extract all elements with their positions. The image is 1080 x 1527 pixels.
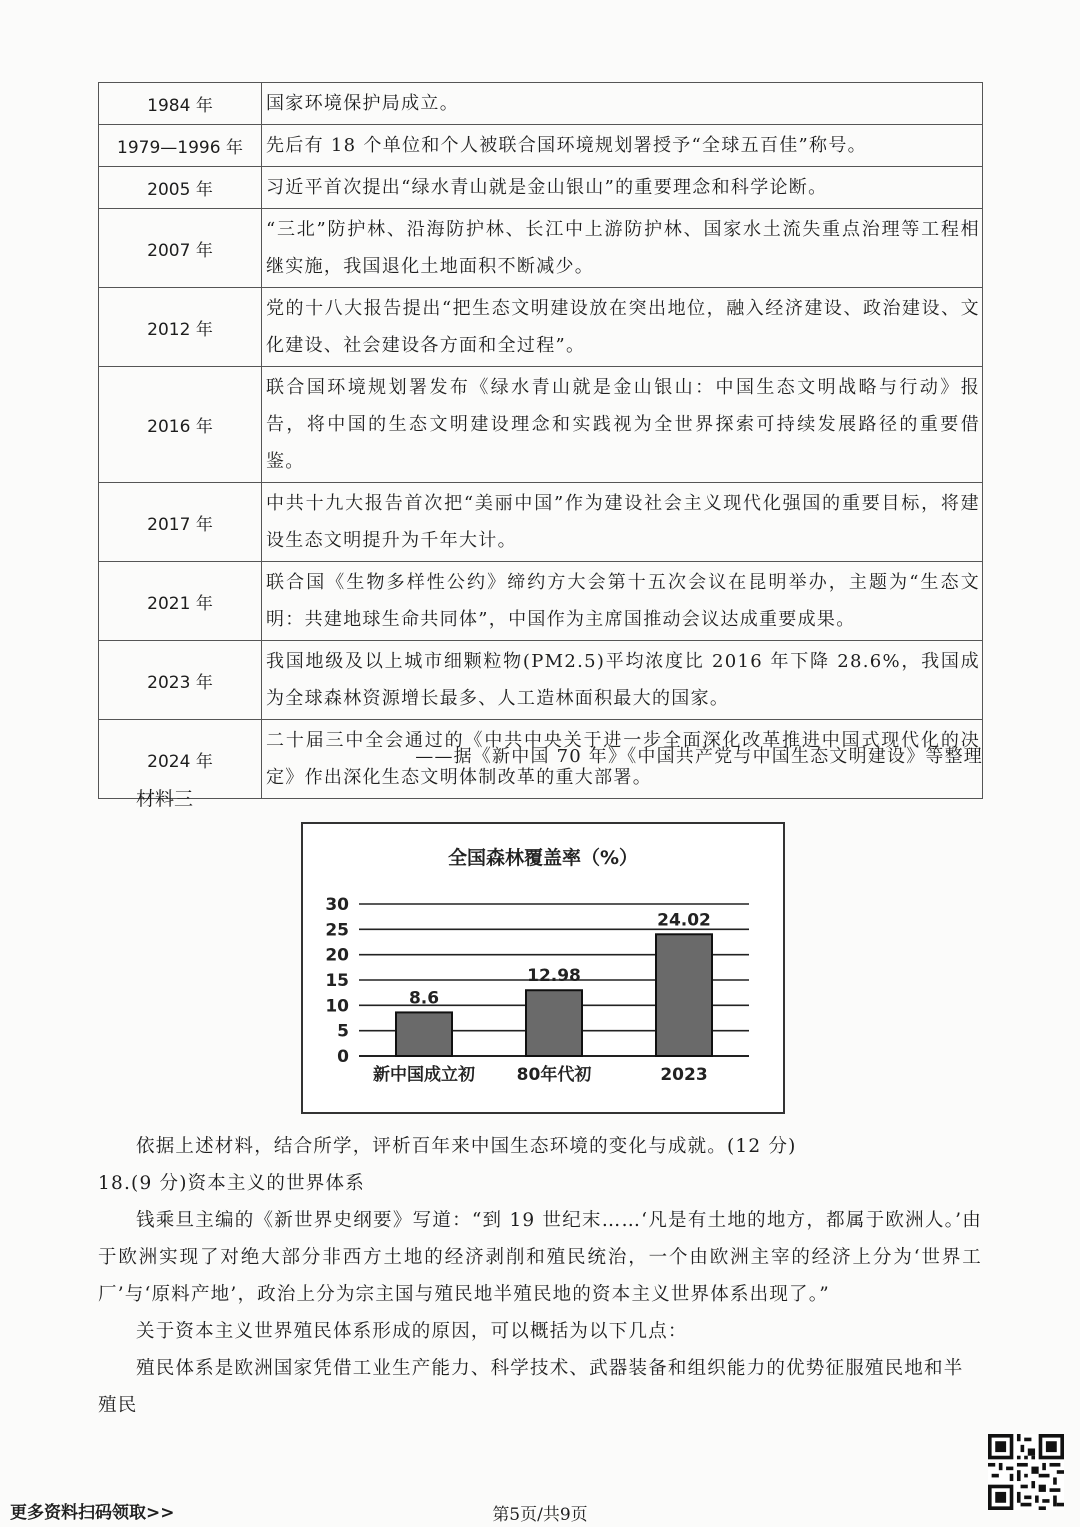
timeline-year: 2023 年 bbox=[99, 641, 262, 720]
timeline-row bbox=[99, 209, 983, 288]
timeline-year: 1979—1996 年 bbox=[99, 125, 262, 167]
timeline-row bbox=[99, 367, 983, 483]
chart-y-tick-label: 15 bbox=[325, 971, 349, 991]
timeline-row bbox=[99, 641, 983, 720]
chart-y-axis bbox=[325, 895, 349, 1067]
chart-bar bbox=[396, 1012, 452, 1056]
timeline-event: 联合国《生物多样性公约》缔约方大会第十五次会议在昆明举办，主题为“生态文明：共建地球生命共同体”，中国作为主席国推动会议达成重要成果。 bbox=[262, 562, 983, 641]
chart-bar bbox=[656, 934, 712, 1056]
timeline-row bbox=[99, 83, 983, 125]
question-18-paragraph-1: 钱乘旦主编的《新世界史纲要》写道：“到 19 世纪末……‘凡是有土地的地方，都属于欧洲人。’由于欧洲实现了对绝大部分非西方土地的经济剥削和殖民统治，一个由欧洲主宰的经济上分为‘世界工厂’与‘原料产地’，政治上分为宗主国与殖民地半殖民地的资本主义世界体系出现了。” bbox=[98, 1210, 982, 1305]
timeline-row bbox=[99, 288, 983, 367]
chart-x-tick-label: 80年代初 bbox=[516, 1065, 592, 1085]
timeline-event: 先后有 18 个单位和个人被联合国环境规划署授予“全球五百佳”称号。 bbox=[262, 125, 983, 167]
chart-y-tick-label: 0 bbox=[337, 1047, 349, 1067]
timeline-year: 2005 年 bbox=[99, 167, 262, 209]
timeline-year: 2017 年 bbox=[99, 483, 262, 562]
chart-value-label: 24.02 bbox=[657, 910, 711, 931]
chart-y-tick-label: 30 bbox=[325, 895, 349, 915]
timeline-event: 我国地级及以上城市细颗粒物(PM2.5)平均浓度比 2016 年下降 28.6%，我国成为全球森林资源增长最多、人工造林面积最大的国家。 bbox=[262, 641, 983, 720]
timeline-event: 联合国环境规划署发布《绿水青山就是金山银山：中国生态文明战略与行动》报告，将中国的生态文明建设理念和实践视为全世界探索可持续发展路径的重要借鉴。 bbox=[262, 367, 983, 483]
timeline-table bbox=[98, 82, 983, 799]
timeline-year: 2007 年 bbox=[99, 209, 262, 288]
timeline-event: 习近平首次提出“绿水青山就是金山银山”的重要理念和科学论断。 bbox=[262, 167, 983, 209]
chart-y-tick-label: 25 bbox=[325, 920, 349, 941]
timeline-row bbox=[99, 125, 983, 167]
chart-svg bbox=[303, 824, 783, 1112]
question-18-paragraph-2: 关于资本主义世界殖民体系形成的原因，可以概括为以下几点： bbox=[136, 1321, 688, 1342]
chart-x-tick-label: 2023 bbox=[660, 1065, 708, 1085]
timeline-event: 二十届三中全会通过的《中共中央关于进一步全面深化改革推进中国式现代化的决定》作出深化生态文明体制改革的重大部署。 bbox=[262, 720, 983, 799]
question-18-title: 18.(9 分)资本主义的世界体系 bbox=[98, 1173, 365, 1194]
chart-y-tick-label: 20 bbox=[325, 945, 349, 966]
forest-coverage-chart bbox=[301, 822, 785, 1114]
chart-x-tick-label: 新中国成立初 bbox=[373, 1065, 475, 1085]
chart-value-label: 12.98 bbox=[527, 966, 581, 987]
timeline-year: 2016 年 bbox=[99, 367, 262, 483]
timeline-year: 2021 年 bbox=[99, 562, 262, 641]
chart-title: 全国森林覆盖率（%） bbox=[447, 847, 639, 869]
chart-value-label: 8.6 bbox=[408, 988, 440, 1009]
timeline-row bbox=[99, 483, 983, 562]
question-17-prompt: 依据上述材料，结合所学，评析百年来中国生态环境的变化与成就。(12 分) bbox=[136, 1136, 797, 1157]
timeline-year: 2012 年 bbox=[99, 288, 262, 367]
qr-code-icon[interactable] bbox=[988, 1434, 1064, 1510]
timeline-event: 国家环境保护局成立。 bbox=[262, 83, 983, 125]
timeline-event: 中共十九大报告首次把“美丽中国”作为建设社会主义现代化强国的重要目标，将建设生态文明提升为千年大计。 bbox=[262, 483, 983, 562]
chart-y-tick-label: 10 bbox=[325, 996, 349, 1017]
footer-more-materials-link[interactable]: 更多资料扫码领取>> bbox=[10, 1503, 175, 1523]
timeline-row bbox=[99, 562, 983, 641]
question-18-paragraph-3: 殖民体系是欧洲国家凭借工业生产能力、科学技术、武器装备和组织能力的优势征服殖民地和半殖民 bbox=[98, 1358, 964, 1416]
chart-bars bbox=[396, 934, 712, 1056]
chart-bar bbox=[526, 990, 582, 1056]
chart-y-tick-label: 5 bbox=[337, 1021, 349, 1042]
timeline-event: “三北”防护林、沿海防护林、长江中上游防护林、国家水土流失重点治理等工程相继实施，我国退化土地面积不断减少。 bbox=[262, 209, 983, 288]
source-note: ——据《新中国 70 年》《中国共产党与中国生态文明建设》等整理 bbox=[415, 746, 983, 767]
timeline-year: 2024 年 bbox=[99, 720, 262, 799]
timeline-year: 1984 年 bbox=[99, 83, 262, 125]
chart-x-axis bbox=[373, 1064, 708, 1085]
material-label: 材料三 bbox=[136, 788, 194, 810]
timeline-row bbox=[99, 167, 983, 209]
timeline-event: 党的十八大报告提出“把生态文明建设放在突出地位，融入经济建设、政治建设、文化建设、社会建设各方面和全过程”。 bbox=[262, 288, 983, 367]
page-number: 第5页/共9页 bbox=[492, 1505, 588, 1525]
